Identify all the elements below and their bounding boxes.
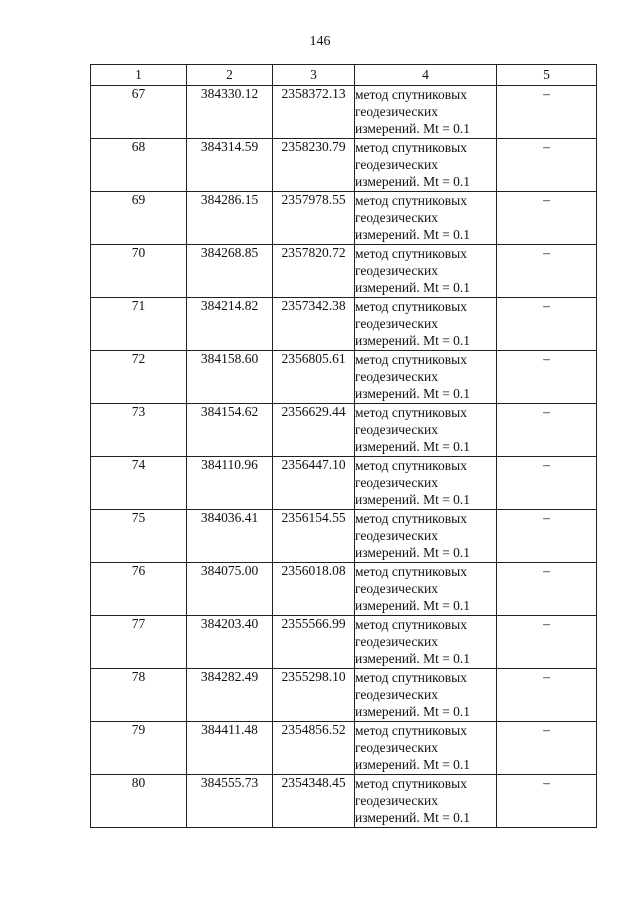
method-line: метод спутниковых [355, 405, 467, 420]
method-line: геодезических [355, 528, 438, 543]
method-cell [355, 351, 497, 404]
table-row [91, 563, 597, 616]
x-coordinate-cell: 384158.60 [187, 351, 273, 404]
point-number-cell: 78 [91, 669, 187, 722]
point-number-cell: 71 [91, 298, 187, 351]
note-cell: – [497, 192, 597, 245]
method-line: геодезических [355, 634, 438, 649]
table-row [91, 510, 597, 563]
method-line: геодезических [355, 210, 438, 225]
note-cell: – [497, 86, 597, 139]
method-line: измерений. Mt = 0.1 [355, 439, 471, 454]
method-cell [355, 192, 497, 245]
point-number-cell: 70 [91, 245, 187, 298]
method-line: метод спутниковых [355, 776, 467, 791]
method-cell [355, 86, 497, 139]
method-line: геодезических [355, 740, 438, 755]
note-cell: – [497, 669, 597, 722]
x-coordinate-cell: 384314.59 [187, 139, 273, 192]
point-number-cell: 67 [91, 86, 187, 139]
method-line: измерений. Mt = 0.1 [355, 651, 471, 666]
note-cell: – [497, 404, 597, 457]
method-line: метод спутниковых [355, 723, 467, 738]
column-header: 3 [273, 65, 355, 86]
table-row [91, 669, 597, 722]
table-row [91, 775, 597, 828]
method-cell [355, 139, 497, 192]
y-coordinate-cell: 2356154.55 [273, 510, 355, 563]
method-line: геодезических [355, 581, 438, 596]
column-header: 2 [187, 65, 273, 86]
column-header: 1 [91, 65, 187, 86]
method-cell [355, 563, 497, 616]
point-number-cell: 72 [91, 351, 187, 404]
column-header: 5 [497, 65, 597, 86]
table-row [91, 616, 597, 669]
table-row [91, 139, 597, 192]
coordinates-table [90, 64, 597, 828]
method-line: измерений. Mt = 0.1 [355, 227, 471, 242]
y-coordinate-cell: 2358230.79 [273, 139, 355, 192]
method-line: геодезических [355, 316, 438, 331]
y-coordinate-cell: 2356447.10 [273, 457, 355, 510]
x-coordinate-cell: 384411.48 [187, 722, 273, 775]
method-line: геодезических [355, 157, 438, 172]
y-coordinate-cell: 2354348.45 [273, 775, 355, 828]
x-coordinate-cell: 384110.96 [187, 457, 273, 510]
method-cell [355, 669, 497, 722]
x-coordinate-cell: 384203.40 [187, 616, 273, 669]
method-line: метод спутниковых [355, 193, 467, 208]
x-coordinate-cell: 384268.85 [187, 245, 273, 298]
table-row [91, 245, 597, 298]
method-cell [355, 298, 497, 351]
method-line: метод спутниковых [355, 511, 467, 526]
note-cell: – [497, 775, 597, 828]
y-coordinate-cell: 2356629.44 [273, 404, 355, 457]
method-cell [355, 616, 497, 669]
x-coordinate-cell: 384154.62 [187, 404, 273, 457]
note-cell: – [497, 457, 597, 510]
note-cell: – [497, 510, 597, 563]
method-line: геодезических [355, 687, 438, 702]
method-line: метод спутниковых [355, 299, 467, 314]
method-line: геодезических [355, 422, 438, 437]
y-coordinate-cell: 2356805.61 [273, 351, 355, 404]
y-coordinate-cell: 2357820.72 [273, 245, 355, 298]
method-cell [355, 245, 497, 298]
point-number-cell: 77 [91, 616, 187, 669]
y-coordinate-cell: 2357342.38 [273, 298, 355, 351]
method-line: метод спутниковых [355, 670, 467, 685]
point-number-cell: 74 [91, 457, 187, 510]
method-line: метод спутниковых [355, 140, 467, 155]
method-line: измерений. Mt = 0.1 [355, 704, 471, 719]
point-number-cell: 80 [91, 775, 187, 828]
y-coordinate-cell: 2355298.10 [273, 669, 355, 722]
table-row [91, 722, 597, 775]
point-number-cell: 75 [91, 510, 187, 563]
y-coordinate-cell: 2354856.52 [273, 722, 355, 775]
note-cell: – [497, 298, 597, 351]
note-cell: – [497, 351, 597, 404]
y-coordinate-cell: 2355566.99 [273, 616, 355, 669]
x-coordinate-cell: 384282.49 [187, 669, 273, 722]
method-line: метод спутниковых [355, 352, 467, 367]
x-coordinate-cell: 384075.00 [187, 563, 273, 616]
note-cell: – [497, 563, 597, 616]
method-line: измерений. Mt = 0.1 [355, 174, 471, 189]
method-cell [355, 775, 497, 828]
table-body [91, 86, 597, 828]
method-line: измерений. Mt = 0.1 [355, 280, 471, 295]
x-coordinate-cell: 384036.41 [187, 510, 273, 563]
method-line: измерений. Mt = 0.1 [355, 333, 471, 348]
table-row [91, 192, 597, 245]
y-coordinate-cell: 2356018.08 [273, 563, 355, 616]
method-line: геодезических [355, 475, 438, 490]
x-coordinate-cell: 384330.12 [187, 86, 273, 139]
note-cell: – [497, 722, 597, 775]
method-cell [355, 510, 497, 563]
table-row [91, 351, 597, 404]
method-line: измерений. Mt = 0.1 [355, 121, 471, 136]
method-line: метод спутниковых [355, 246, 467, 261]
note-cell: – [497, 616, 597, 669]
table-row [91, 457, 597, 510]
method-line: геодезических [355, 263, 438, 278]
method-line: измерений. Mt = 0.1 [355, 545, 471, 560]
y-coordinate-cell: 2358372.13 [273, 86, 355, 139]
column-header: 4 [355, 65, 497, 86]
method-cell [355, 404, 497, 457]
point-number-cell: 73 [91, 404, 187, 457]
method-line: геодезических [355, 104, 438, 119]
table-row [91, 86, 597, 139]
method-line: измерений. Mt = 0.1 [355, 492, 471, 507]
method-line: метод спутниковых [355, 564, 467, 579]
point-number-cell: 79 [91, 722, 187, 775]
method-cell [355, 722, 497, 775]
table-header-row [91, 65, 597, 86]
method-line: измерений. Mt = 0.1 [355, 810, 471, 825]
method-line: геодезических [355, 793, 438, 808]
x-coordinate-cell: 384286.15 [187, 192, 273, 245]
method-line: метод спутниковых [355, 87, 467, 102]
point-number-cell: 68 [91, 139, 187, 192]
note-cell: – [497, 139, 597, 192]
table-row [91, 404, 597, 457]
table-row [91, 298, 597, 351]
point-number-cell: 69 [91, 192, 187, 245]
method-line: геодезических [355, 369, 438, 384]
y-coordinate-cell: 2357978.55 [273, 192, 355, 245]
x-coordinate-cell: 384555.73 [187, 775, 273, 828]
method-line: измерений. Mt = 0.1 [355, 598, 471, 613]
method-cell [355, 457, 497, 510]
x-coordinate-cell: 384214.82 [187, 298, 273, 351]
method-line: метод спутниковых [355, 617, 467, 632]
method-line: метод спутниковых [355, 458, 467, 473]
method-line: измерений. Mt = 0.1 [355, 386, 471, 401]
note-cell: – [497, 245, 597, 298]
page-number: 146 [309, 34, 331, 49]
point-number-cell: 76 [91, 563, 187, 616]
method-line: измерений. Mt = 0.1 [355, 757, 471, 772]
